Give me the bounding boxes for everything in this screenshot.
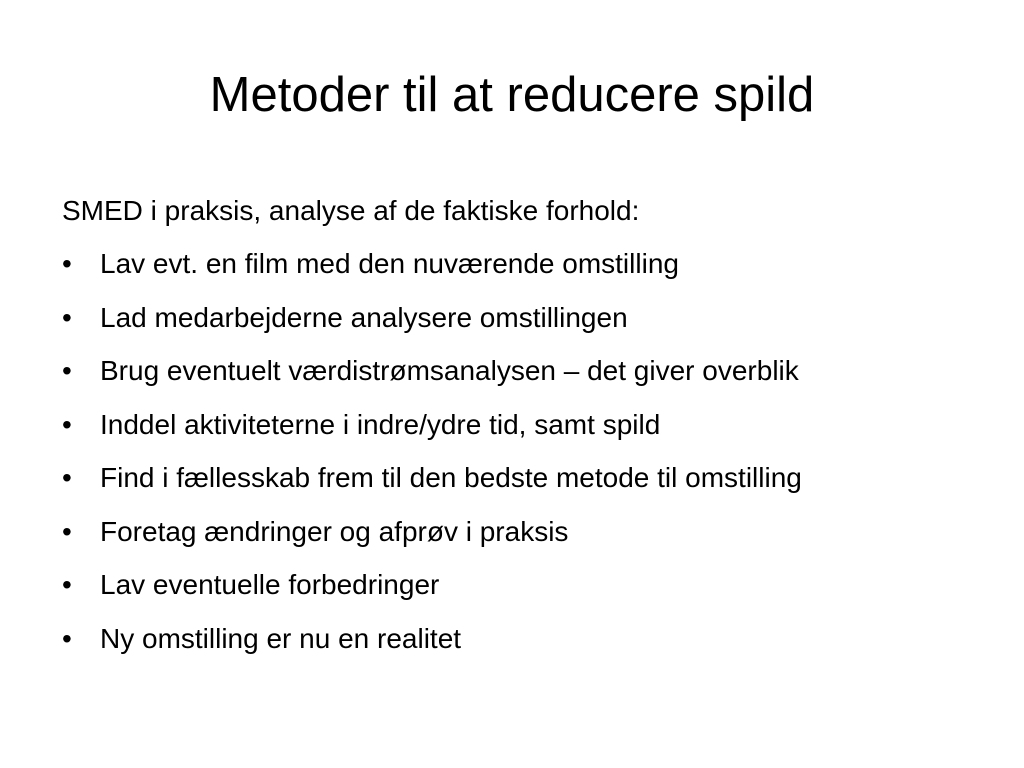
bullet-text: Lav eventuelle forbedringer bbox=[100, 569, 440, 600]
bullet-item bbox=[62, 344, 992, 398]
bullet-item bbox=[62, 505, 992, 559]
bullet-text: Lav evt. en film med den nuværende omstilling bbox=[100, 248, 679, 279]
bullet-item bbox=[62, 612, 992, 666]
bullet-text: Ny omstilling er nu en realitet bbox=[100, 622, 462, 654]
slide-title: Metoder til at reducere spild bbox=[209, 68, 815, 122]
slide-content bbox=[62, 184, 992, 665]
bullet-icon: • bbox=[62, 515, 72, 547]
intro-text: SMED i praksis, analyse af de faktiske forhold: bbox=[62, 195, 640, 226]
bullet-icon: • bbox=[62, 462, 72, 493]
bullet-item bbox=[62, 398, 992, 452]
bullet-item bbox=[62, 291, 992, 345]
bullet-icon: • bbox=[62, 408, 72, 440]
bullet-icon: • bbox=[62, 301, 72, 333]
bullet-text: Brug eventuelt værdistrømsanalysen – det giver overblik bbox=[100, 355, 799, 386]
bullet-icon: • bbox=[62, 622, 72, 654]
bullet-text: Find i fællesskab frem til den bedste metode til omstilling bbox=[100, 462, 802, 493]
bullet-icon: • bbox=[62, 248, 72, 279]
bullet-item bbox=[62, 451, 992, 505]
bullet-item bbox=[62, 558, 992, 612]
bullet-item bbox=[62, 237, 992, 291]
bullet-icon: • bbox=[62, 569, 72, 600]
bullet-icon: • bbox=[62, 355, 72, 386]
bullet-list bbox=[62, 237, 992, 665]
bullet-text: Lad medarbejderne analysere omstillingen bbox=[100, 301, 628, 333]
bullet-text: Inddel aktiviteterne i indre/ydre tid, samt spild bbox=[100, 408, 661, 440]
bullet-text: Foretag ændringer og afprøv i praksis bbox=[100, 515, 569, 547]
